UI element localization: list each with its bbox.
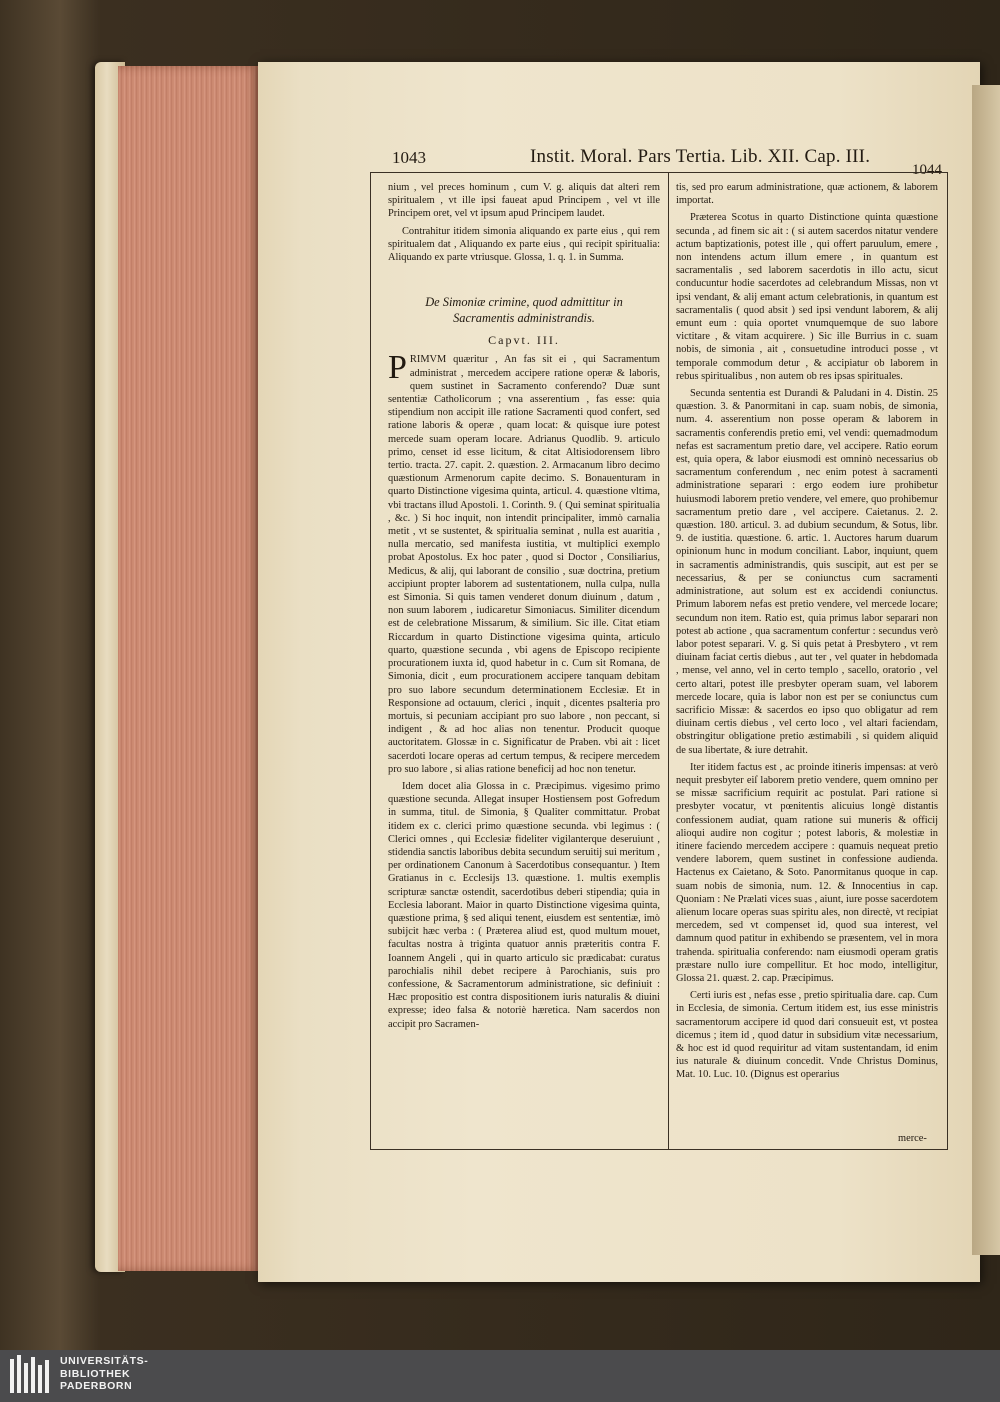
library-name-line: UNIVERSITÄTS-: [60, 1355, 149, 1367]
page-number-right: 1044: [912, 162, 942, 178]
page-header: [392, 146, 942, 178]
chapter-label: Capvt. III.: [488, 333, 560, 348]
paragraph: Certi iuris est , nefas esse , pretio spiritualia dare. cap. Cum in Ecclesia, de simonia. Certum itidem est, ius esse ministris sacramentorum accipere id quod dari consueuit est, vt postea dicemus ; item id , quod datur in subsidium vitæ necessarium, & hoc est id quod requiritur ad vitam sustentandam, id enim ius naturale & diuinum concedit. Vnde Christus Dominus, Mat. 10. Luc. 10. (Dignus est operarius: [676, 990, 938, 1081]
library-logo-icon: [10, 1355, 52, 1395]
library-name-line: PADERBORN: [60, 1380, 133, 1392]
library-name: [60, 1355, 148, 1393]
section-heading: De Simoniæ crimine, quod admittitur in Sacramentis administrandis.: [425, 295, 623, 326]
paragraph: Contrahitur itidem simonia aliquando ex parte eius , qui rem spiritualem dat , Aliquando ex parte eius , qui recipit spiritualia: Aliquando ex parte vtriusque. Glossa, 1. q. 1. in Summa.: [388, 225, 660, 264]
page-number-left: 1043: [392, 148, 426, 167]
paragraph: tis, sed pro earum administratione, quæ actionem, & laborem importat.: [676, 182, 938, 207]
page-fore-edge: [118, 66, 260, 1271]
paragraph: nium , vel preces hominum , cum V. g. aliquis dat alteri rem spiritualem , vt ille ipsi faueat apud Principem , vel vt ille Principem oret, vel vt ipsum apud Principem laudet.: [388, 182, 660, 220]
paragraph: Secunda sententia est Durandi & Paludani in 4. Distin. 25 quæstion. 3. & Panormitani in cap. suam nobis, de simonia, num. 4. asserentium non posse operam & laborem in sacramentis conferendis pretio emi, vel vendi: quemadmodum nefas est sacramentum pretio dare, vel accipere. Ratio eorum est, quia opera, & labor eiusmodi est omninò necessarius ob sacramentum conferendum , nec enim potest à sacramenti administratione separari : ergo eodem iure prohibetur huiusmodi laborem pretio vendere, vel emere, quo prohibemur sacramentum pretio dare , vel accipere. Caietanus. 2. 2. quæstion. 180. articul. 3. ad dubium secundum, & Sotus, libr. 9. de iustitia. quæstione. 6. artic. 1. Auctores harum duarum opinionum hunc in modum conciliant. Labor, inquiunt, quem in sacramentis administrandis, quis suscipit, aut est per se necessarius, & per se coniunctus cum sacramenti administratione, aut solum est ex accidendi coniunctus. Primum laborem nefas est pretio vendere, vel mercede locare; secundum non item. Ratio est, quia primus labor separari non potest ab actione , qua sacramentum confertur : secundus verò labor potest separari. V. g. Si quis petat à Presbytero , vt rem diuinam faciat certis diebus , aut ter , vel quater in hebdomada , mense, vel anno, vel in certo templo , sacello, oratorio , vel certo altari, potest ille presbyter operam suam, vel laborem mercede locare, quia is labor non est per se coniunctus cum sacrificio Missæ: & sacerdos eo ipso quo obligatur ad rem diuinam certis diebus , vel certo loco , vel altari faciendam, obstringitur obligatione pretio æstimabili , si quidem aliquid de sua libertate, & iure detrahit.: [676, 388, 938, 756]
paragraph: Iter itidem factus est , ac proinde itineris impensas: at verò nequit presbyter eiſ laborem pretio vendere, quem omnino per se missæ sacrificium requirit ac postulat. Pari ratione si presbyter vocatur, vt pœnitentis alicuius longè distantis confessionem audiat, quam ratione sui muneris & officij alioqui audire non cogitur ; potest laboris, & molestiæ in itinere faciendo mercedem accipere : quamuis nequeat pretio vendere laborem, quem sustinet in confessione audienda. Hactenus ex Caietano, & Soto. Panormitanus quoque in cap. suam nobis de simonia, num. 12. & Innocentius in cap. Quoniam : Ne Prælati vices suas , aiunt, iure posse sacerdotem alienum locare operas suas spiritu ales, non directè, vt recipiat mercedem, sed vt compenset id, quod sua interest, vel damnum quod patitur in exhibendo se præsentem, vel in mora trahenda. spiritualia conferendo: nam eiusmodi operam gratis præstare nullo iure compellitur. Et hoc modo, intelligitur, Glossa 21. quæst. 2. cap. Præcipimus.: [676, 761, 938, 984]
left-column: [388, 181, 660, 1035]
running-title: Instit. Moral. Pars Tertia. Lib. XII. Cap. III.: [530, 146, 871, 167]
paragraph: Præterea Scotus in quarto Distinctione quinta quæstione secunda , ad finem sic ait : ( si autem sacerdos nitatur vendere actum baptizationis, potest ille , qui offert paruulum, emere , non intendens actum illum emere , in quantum est sacramentalis , sed laborem sacerdotis in illo actu, sicut conducuntur hodie sacerdotes ad celebrandum Missas, non vt ipsi vendant, & alij emant actum celebrationis, in quantum est sacramentalis ( quod absit ) sed ipsi vendunt laborem, & alij emunt eum : quia oportet vnumquemque de suo labore victitare , & vitam acquirere. ) Sic ille Burrius in c. suam nobis, de simonia , ait , consuetudine introduci posse , vt temporale commodum detur , & accipiatur ob laborem in rebus spiritualibus , non autem ob res ipsas spirituales.: [676, 212, 938, 382]
catchword: merce-: [898, 1133, 927, 1144]
library-name-line: BIBLIOTHEK: [60, 1367, 131, 1380]
paragraph: Idem docet alia Glossa in c. Præcipimus. vigesimo primo quæstione secunda. Allegat insuper Hostiensem post Gofredum in summa, titul. de Simonia, § Qualiter committatur. Probat itidem ex c. clerici primo quæstione secunda. vbi legimus : ( Clerici omnes , qui Ecclesiæ fideliter vigilanterque deseruiunt , stidendia sanctis laboribus debita secundum seruitij sui meritum , per ordinationem Canonum à Sacerdotibus consequantur. ) Item Gratianus in c. Ecclesijs 13. quæstione. 1. multis exemplis scripturæ sanctæ ostendit, sacerdotibus deberi stipendia; quia in Ecclesia laborant. Maior in quarto Distinctione vigesima quinta, quæstione prima, § sed aliqui tenent, eiusdem est sententiæ, imò subijcit hæc verba : ( Præterea aliud est, quod multum mouet, facultas nostra à triginta quatuor annis præteritis contra F. Ioannem Angeli , qui in quarto articulo sic prædicabat: curatus parochialis nihil debet recipere à Parochianis, suis pro confessione, & Sacramentorum administratione, sic definiuit : Hæc propositio est contra dispositionem iuris naturalis & diuini expresse; ideo falsa & notoriè hæretica. Nam sacerdos non accipit pro Sacramen-: [388, 780, 660, 1030]
paragraph-text: RIMVM quæritur , An fas sit ei , qui Sacramentum administrat , mercedem accipere ratione operæ & laboris, quem sustinet in Sacramento conferendo? Duæ sunt sententiæ Catholicorum ; vna asserentium , fas esse: quia stipendium non accipit ille ratione Sacramenti quod confert, sed ratione laboris & operæ , quam locat: & quisque iure potest mercede suam operam locare. Adrianus Quodlib. 9. articulo primo, censet id esse licitum, & citat Altisiodorensem libro tertio. tracta. 27. capit. 2. quæstion. 2. Armacanum libro decimo quæstionum Armenorum capite decimo. S. Bonauenturam in quarto Distinctione vigesima quinta, articul. 4. quæstione vltima, vbi tractans illud Apostoli. 1. Corinth. 9. ( Qui seminat spiritualia , &c. ) Si hoc inquit, non intendit principaliter, immò carnalia metit , vt se sustentet, & spiritualia seminat , nulla est auaritia , nulla mercatio, sed manifesta iustitia, vt multiplici exemplo probat Apostolus. Ex hoc pater , quod si Doctor , Consiliarius, Medicus, & alij, qui laborant de consilio , suæ doctrina, pretium accipiunt propter laborem ad sustentationem, nulla culpa, nulla est Simonia. Si quis tamen venderet donum diuinum , datum , non suum laborem , iudicaretur Simoniacus. Similiter dicendum est de celebratione Missarum, & similium. Sic ille. Citat etiam Riccardum in quarto Distinctione vigesima quinta, articulo quarto, quæstione secunda , vbi agens de Episcopo recipiente procurationem iuxta id, quod habetur in c. Cum sit Romana, de Simonia, dicit , eum procurationem accipere tanquam debitam pro suo labore secundum determinationem Ecclesiæ. Et in Responsione ad octauum, clerici , inquit , dicentes psalteria pro mortuis, si pecuniam accipiant pro suo labore , non peccant, si indigent , & ad hoc alias non tenentur. Producit quoque auctoritatem. Glossæ in c. Significatur de Praben. vbi ait : licet sacerdoti locare operas ad certum tempus, & recipere mercedem pro suo labore , si alias ratione beneficij ad hoc non tenetur.: [388, 354, 660, 775]
right-column: [676, 181, 938, 1086]
library-footer: [0, 1350, 1000, 1402]
drop-cap: P: [388, 349, 407, 387]
paragraph-with-initial: [388, 349, 660, 776]
column-divider: [668, 172, 669, 1150]
next-page-edge: [972, 85, 1000, 1255]
